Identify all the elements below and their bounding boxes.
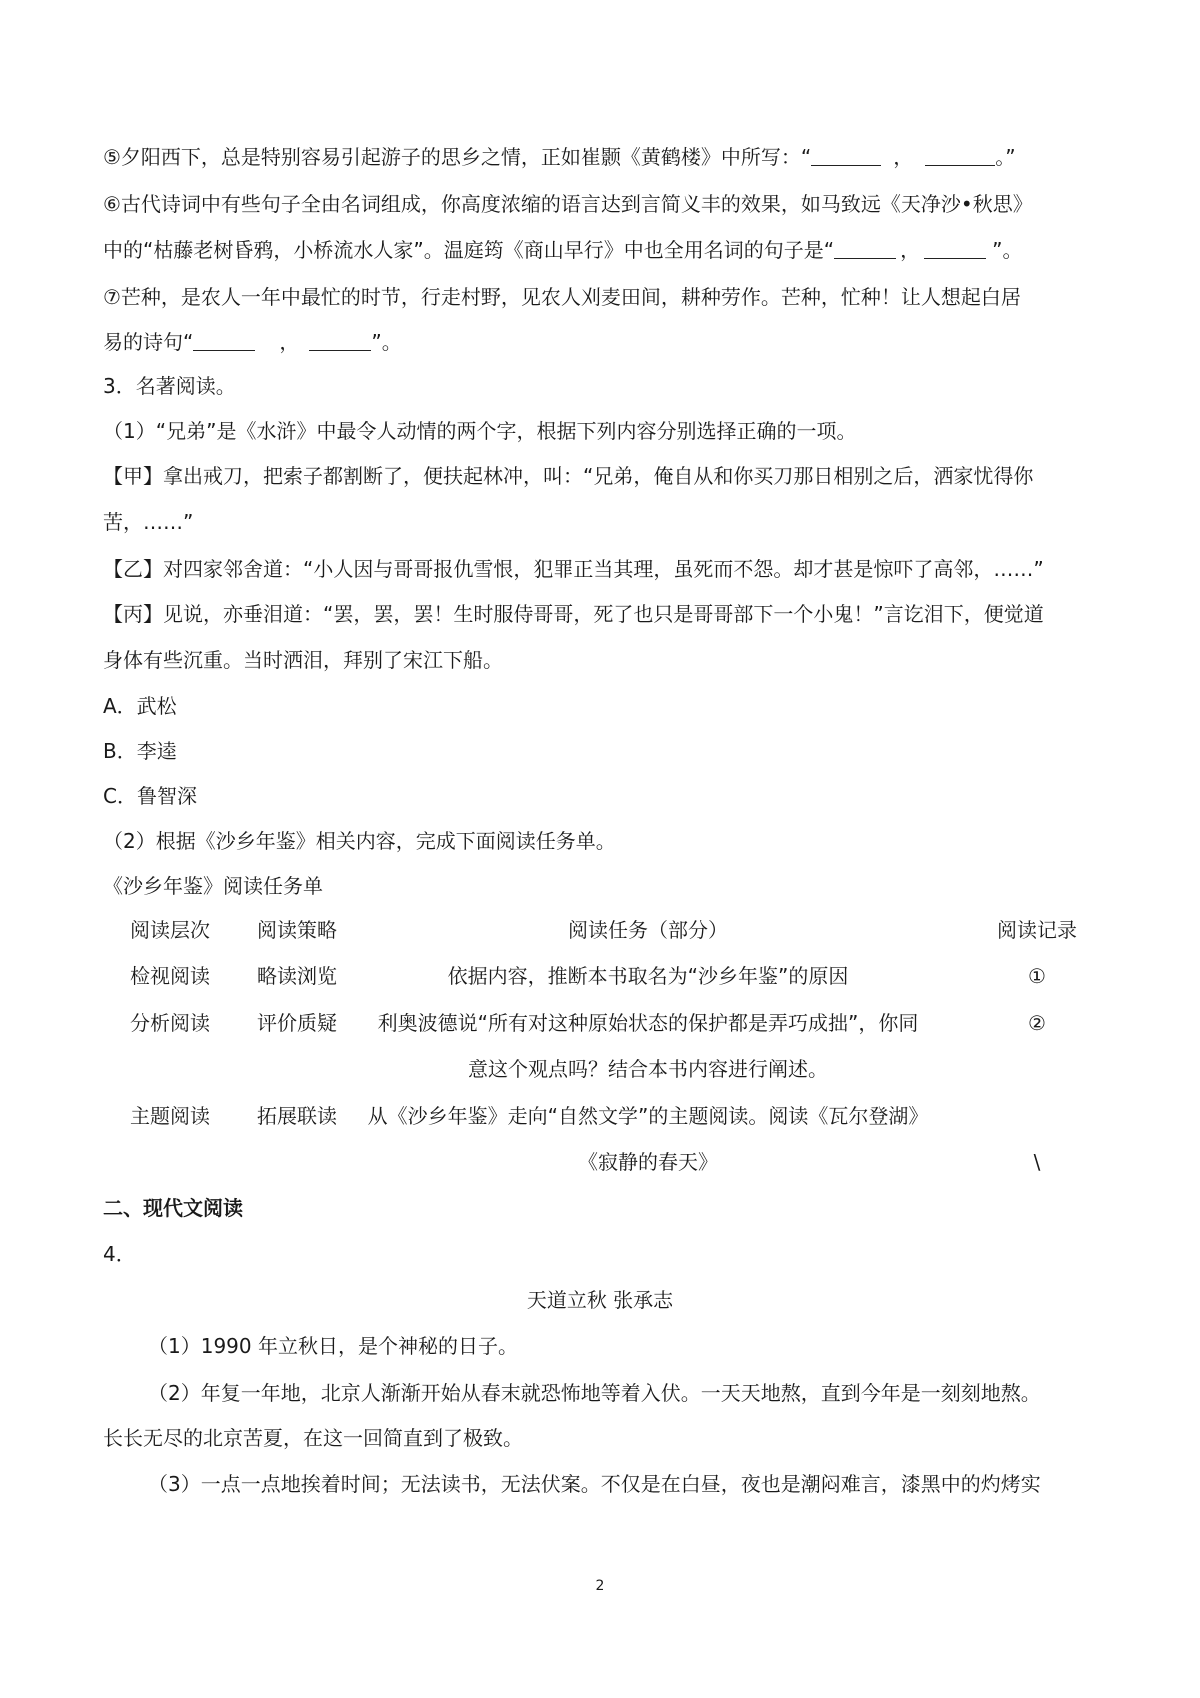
table-cell: 略读浏览 (257, 964, 337, 988)
answer-blank[interactable] (834, 236, 896, 259)
answer-blank[interactable] (811, 143, 881, 166)
question-6-line-1: ⑥古代诗词中有些句子全由名词组成，你高度浓缩的语言达到言简义丰的效果，如马致远《天净沙•秋思》 (103, 192, 1033, 216)
table-header: 阅读任务（部分） (568, 918, 728, 942)
question-7-text: 易的诗句“ (103, 330, 194, 354)
table-cell: ① (1028, 964, 1046, 988)
closing-text: 。” (995, 145, 1016, 169)
separator: ， (279, 330, 300, 354)
table-cell: 分析阅读 (130, 1011, 210, 1035)
question-6-text: 中的“枯藤老树昏鸦，小桥流水人家”。温庭筠《商山早行》中也全用名词的句子是“ (103, 238, 835, 262)
table-cell: 主题阅读 (130, 1104, 210, 1128)
excerpt-bing-line-2: 身体有些沉重。当时洒泪，拜别了宋江下船。 (103, 648, 503, 672)
question-3-sub-1: （1）“兄弟”是《水浒》中最令人动情的两个字，根据下列内容分别选择正确的一项。 (103, 419, 857, 443)
paragraph-3-line-1: （3）一点一点地挨着时间；无法读书，无法伏案。不仅是在白昼，夜也是潮闷难言，漆黑中的灼烤实 (148, 1472, 1041, 1496)
separator: ， (900, 238, 921, 262)
table-header: 阅读策略 (257, 918, 337, 942)
question-3-sub-2: （2）根据《沙乡年鉴》相关内容，完成下面阅读任务单。 (103, 829, 616, 853)
section-heading: 二、现代文阅读 (103, 1196, 243, 1220)
excerpt-yi: 【乙】对四家邻舍道：“小人因与哥哥报仇雪恨，犯罪正当其理，虽死而不怨。却才甚是惊吓了高邻，……” (103, 557, 1044, 581)
table-header: 阅读层次 (130, 918, 210, 942)
option-c[interactable]: C．鲁智深 (103, 784, 197, 808)
paragraph-1: （1）1990 年立秋日，是个神秘的日子。 (148, 1334, 518, 1358)
table-cell: 《寂静的春天》 (578, 1150, 718, 1174)
table-cell: \ (1033, 1150, 1041, 1174)
answer-blank[interactable] (193, 328, 255, 351)
answer-blank[interactable] (925, 143, 995, 166)
excerpt-bing-line-1: 【丙】见说，亦垂泪道：“罢，罢，罢！生时服侍哥哥，死了也只是哥哥部下一个小鬼！”言讫泪下，便觉道 (103, 602, 1044, 626)
question-3-heading: 3．名著阅读。 (103, 374, 236, 398)
question-7-line-1: ⑦芒种，是农人一年中最忙的时节，行走村野，见农人刈麦田间，耕种劳作。芒种，忙种！让人想起白居 (103, 285, 1021, 309)
table-cell: 利奥波德说“所有对这种原始状态的保护都是弄巧成拙”，你同 (377, 1011, 919, 1035)
paragraph-2-line-2: 长长无尽的北京苦夏，在这一回简直到了极致。 (103, 1426, 523, 1450)
table-cell: 评价质疑 (257, 1011, 337, 1035)
question-7-line-2 (103, 328, 402, 356)
table-cell: ② (1028, 1011, 1046, 1035)
table-cell: 拓展联读 (257, 1104, 337, 1128)
excerpt-jia-line-2: 苦，……” (103, 510, 194, 534)
table-title: 《沙乡年鉴》阅读任务单 (103, 874, 323, 898)
page-number: 2 (595, 1578, 605, 1594)
table-cell: 检视阅读 (130, 964, 210, 988)
paragraph-2-line-1: （2）年复一年地，北京人渐渐开始从春末就恐怖地等着入伏。一天天地熬，直到今年是一刻刻地熬。 (148, 1381, 1041, 1405)
option-b[interactable]: B．李逵 (103, 739, 177, 763)
question-5-text: ⑤夕阳西下，总是特别容易引起游子的思乡之情，正如崔颢《黄鹤楼》中所写：“ (103, 145, 812, 169)
article-title: 天道立秋 张承志 (526, 1288, 674, 1312)
table-cell: 意这个观点吗？结合本书内容进行阐述。 (468, 1057, 828, 1081)
closing-text: ”。 (992, 238, 1023, 262)
excerpt-jia-line-1: 【甲】拿出戒刀，把索子都割断了，便扶起林冲，叫：“兄弟，俺自从和你买刀那日相别之后，洒家忧得你 (103, 464, 1034, 488)
table-header: 阅读记录 (997, 918, 1077, 942)
question-6-line-2 (103, 236, 1022, 264)
question-5-line (103, 143, 1016, 171)
table-cell: 从《沙乡年鉴》走向“自然文学”的主题阅读。阅读《瓦尔登湖》 (367, 1104, 929, 1128)
closing-text: ”。 (371, 330, 402, 354)
option-a[interactable]: A．武松 (103, 694, 177, 718)
question-4-number: 4． (103, 1242, 136, 1266)
answer-blank[interactable] (924, 236, 986, 259)
separator: ， (893, 145, 914, 169)
answer-blank[interactable] (309, 328, 371, 351)
table-cell: 依据内容，推断本书取名为“沙乡年鉴”的原因 (447, 964, 849, 988)
